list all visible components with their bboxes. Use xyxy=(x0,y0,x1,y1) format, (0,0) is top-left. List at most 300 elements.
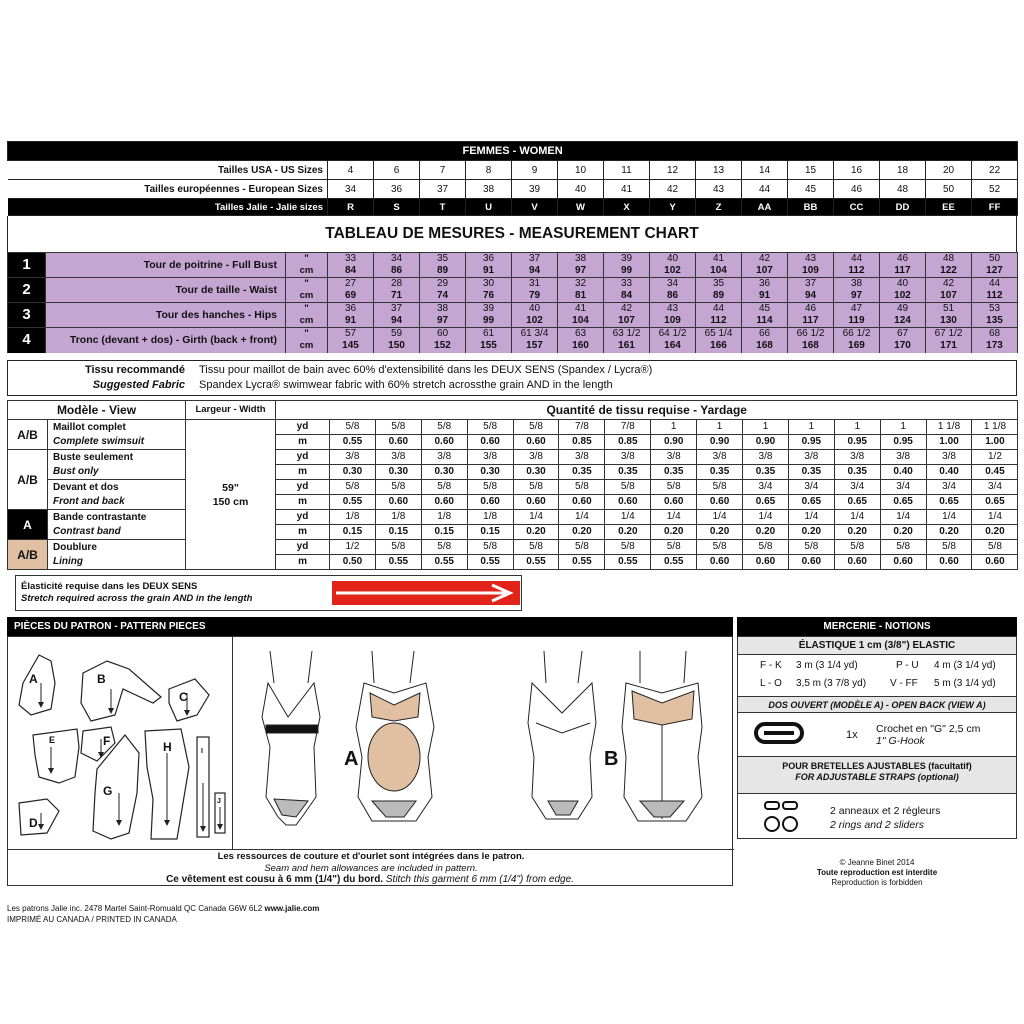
size-cell: 46 xyxy=(834,180,880,199)
unit-inch: " xyxy=(286,328,328,341)
model-header: Modèle - View xyxy=(8,401,186,420)
yardage-cell: 1 xyxy=(788,420,834,435)
measurement-cell: 112 xyxy=(696,315,742,328)
size-cell: W xyxy=(558,199,604,216)
size-cell: DD xyxy=(880,199,926,216)
yardage-cell: 3/8 xyxy=(330,450,376,465)
size-cell: 39 xyxy=(512,180,558,199)
size-cell: 10 xyxy=(558,161,604,180)
measurement-cell: 124 xyxy=(880,315,926,328)
measurement-cell: 41 xyxy=(696,253,742,266)
yardage-cell: 1 1/8 xyxy=(972,420,1018,435)
yardage-cell: 0.60 xyxy=(834,555,880,570)
model-name xyxy=(48,510,186,540)
measurement-cell: 63 1/2 xyxy=(604,328,650,341)
measurement-cell: 155 xyxy=(466,340,512,353)
yardage-cell: 5/8 xyxy=(972,540,1018,555)
stretch-note xyxy=(15,575,522,611)
measurement-cell: 64 1/2 xyxy=(650,328,696,341)
yardage-cell: 1/2 xyxy=(330,540,376,555)
measurement-cell: 59 xyxy=(374,328,420,341)
measurement-cell: 40 xyxy=(512,303,558,316)
size-table xyxy=(7,141,1018,216)
yardage-cell: 0.20 xyxy=(605,525,651,540)
yardage-cell: 5/8 xyxy=(467,480,513,495)
measurement-cell: 79 xyxy=(512,290,558,303)
fabric-width-cm: 150 cm xyxy=(212,495,249,508)
measurement-cell: 36 xyxy=(466,253,512,266)
piece-label: I xyxy=(201,748,203,755)
unit-m: m xyxy=(276,435,330,450)
unit-yd: yd xyxy=(276,450,330,465)
size-cell: 7 xyxy=(420,161,466,180)
measurement-cell: 84 xyxy=(604,290,650,303)
yardage-cell: 3/8 xyxy=(375,450,421,465)
yardage-cell: 1.00 xyxy=(926,435,972,450)
size-cell: 45 xyxy=(788,180,834,199)
measurement-cell: 107 xyxy=(604,315,650,328)
yardage-cell: 5/8 xyxy=(330,480,376,495)
size-cell: 12 xyxy=(650,161,696,180)
piece-label: D xyxy=(29,816,38,830)
yardage-cell: 3/8 xyxy=(467,450,513,465)
yardage-cell: 0.65 xyxy=(743,495,789,510)
women-header: FEMMES - WOMEN xyxy=(8,142,1018,161)
measurement-cell: 99 xyxy=(466,315,512,328)
eu-size-row xyxy=(8,180,1018,199)
yardage-cell: 0.60 xyxy=(467,435,513,450)
measurement-number: 2 xyxy=(8,278,46,303)
measurement-table xyxy=(7,252,1018,353)
yardage-cell: 0.35 xyxy=(651,465,697,480)
measurement-cell: 71 xyxy=(374,290,420,303)
yardage-cell: 0.20 xyxy=(880,525,926,540)
measurement-cell: 145 xyxy=(328,340,374,353)
yardage-cell: 5/8 xyxy=(651,540,697,555)
yardage-cell: 0.30 xyxy=(513,465,559,480)
yardage-cell: 1/4 xyxy=(559,510,605,525)
piece-label: C xyxy=(179,690,188,704)
piece-c xyxy=(169,679,209,721)
yardage-cell: 0.20 xyxy=(972,525,1018,540)
yardage-cell: 0.60 xyxy=(467,495,513,510)
open-back-title: DOS OUVERT (MODÈLE A) - OPEN BACK (VIEW A) xyxy=(738,696,1016,713)
size-cell: 9 xyxy=(512,161,558,180)
measurement-cell: 44 xyxy=(834,253,880,266)
yardage-cell: 0.60 xyxy=(605,495,651,510)
measurement-cell: 44 xyxy=(696,303,742,316)
sewn-note-fr: Ce vêtement est cousu à 6 mm (1/4") du bord. xyxy=(166,874,384,885)
measurement-number: 4 xyxy=(8,328,46,353)
yardage-cell: 5/8 xyxy=(330,420,376,435)
size-cell: AA xyxy=(742,199,788,216)
measurement-cell: 117 xyxy=(788,315,834,328)
yardage-cell: 0.85 xyxy=(605,435,651,450)
fabric-text-en: Spandex Lycra® swimwear fabric with 60% stretch acrossthe grain AND in the length xyxy=(199,379,613,391)
size-cell: 34 xyxy=(328,180,374,199)
size-cell: 11 xyxy=(604,161,650,180)
size-cell: 6 xyxy=(374,161,420,180)
yardage-cell: 5/8 xyxy=(375,540,421,555)
rings-en: 2 rings and 2 sliders xyxy=(830,819,924,831)
measurement-cell: 112 xyxy=(972,290,1018,303)
size-cell: 50 xyxy=(926,180,972,199)
piece-label: G xyxy=(103,784,113,798)
elastic-size: F - K xyxy=(760,660,782,671)
measurement-cell: 32 xyxy=(558,278,604,291)
view-a-illustration xyxy=(248,647,468,847)
measurement-row-in xyxy=(8,328,1018,341)
view-code: A/B xyxy=(8,420,48,450)
yardage-cell: 0.60 xyxy=(697,555,743,570)
measurement-number: 1 xyxy=(8,253,46,278)
measurement-cell: 119 xyxy=(834,315,880,328)
measurement-cell: 34 xyxy=(650,278,696,291)
yardage-cell: 5/8 xyxy=(421,540,467,555)
copyright: © Jeanne Binet 2014 xyxy=(839,858,915,867)
jalie-size-row xyxy=(8,199,1018,216)
measurement-label: Tour de taille - Waist xyxy=(46,278,286,303)
measurement-cell: 74 xyxy=(420,290,466,303)
yardage-cell: 0.65 xyxy=(834,495,880,510)
model-name-en: Complete swimsuit xyxy=(53,435,145,447)
yardage-cell: 0.15 xyxy=(375,525,421,540)
yardage-cell: 0.60 xyxy=(743,555,789,570)
yardage-cell: 0.30 xyxy=(330,465,376,480)
measurement-cell: 44 xyxy=(972,278,1018,291)
yardage-cell: 5/8 xyxy=(375,420,421,435)
yardage-cell: 0.20 xyxy=(559,525,605,540)
sewn-note-en: Stitch this garment 6 mm (1/4") from edge. xyxy=(385,874,574,885)
yardage-cell: 1/4 xyxy=(972,510,1018,525)
model-name-fr: Doublure xyxy=(53,541,97,553)
size-cell: Z xyxy=(696,199,742,216)
yardage-cell: 5/8 xyxy=(834,540,880,555)
piece-g xyxy=(93,735,139,839)
yardage-cell: 0.65 xyxy=(972,495,1018,510)
contrast-band xyxy=(266,725,318,733)
unit-inch: " xyxy=(286,253,328,266)
yardage-cell: 0.15 xyxy=(330,525,376,540)
measurement-cell: 107 xyxy=(926,290,972,303)
yardage-cell: 3/4 xyxy=(972,480,1018,495)
yardage-cell: 0.60 xyxy=(788,555,834,570)
yardage-cell: 0.95 xyxy=(880,435,926,450)
yardage-cell: 5/8 xyxy=(880,540,926,555)
yardage-cell: 3/8 xyxy=(605,450,651,465)
unit-cm: cm xyxy=(286,290,328,303)
yardage-cell: 0.15 xyxy=(421,525,467,540)
measurement-cell: 40 xyxy=(650,253,696,266)
measurement-cell: 36 xyxy=(328,303,374,316)
measurement-cell: 35 xyxy=(696,278,742,291)
eu-size-label: Tailles européennes - European Sizes xyxy=(8,180,328,199)
yardage-cell: 0.20 xyxy=(697,525,743,540)
yardage-cell: 0.20 xyxy=(926,525,972,540)
notions-section xyxy=(737,617,1017,841)
size-cell: Y xyxy=(650,199,696,216)
straps-title-fr: POUR BRETELLES AJUSTABLES (facultatif) xyxy=(782,761,972,771)
fabric-text-fr: Tissu pour maillot de bain avec 60% d'extensibilité dans les DEUX SENS (Spandex / Lycra®) xyxy=(199,364,653,376)
model-name xyxy=(48,420,186,450)
footer-address: Les patrons Jalie inc. 2478 Martel Saint-Romuald QC Canada G6W 6L2 xyxy=(7,904,263,913)
yardage-cell: 1/4 xyxy=(880,510,926,525)
model-name-fr: Buste seulement xyxy=(53,451,134,463)
yardage-cell: 5/8 xyxy=(697,480,743,495)
stretch-note-fr: Élasticité requise dans les DEUX SENS xyxy=(21,581,198,592)
measurement-cell: 49 xyxy=(880,303,926,316)
measurement-cell: 37 xyxy=(512,253,558,266)
pattern-pieces-section xyxy=(7,617,733,890)
size-cell: 22 xyxy=(972,161,1018,180)
measurement-cell: 166 xyxy=(696,340,742,353)
pattern-pieces-header: PIÈCES DU PATRON - PATTERN PIECES xyxy=(7,617,733,636)
yardage-cell: 0.95 xyxy=(834,435,880,450)
unit-inch: " xyxy=(286,303,328,316)
yardage-cell: 5/8 xyxy=(559,540,605,555)
measurement-cell: 42 xyxy=(742,253,788,266)
yardage-cell: 0.60 xyxy=(926,555,972,570)
yardage-cell: 5/8 xyxy=(743,540,789,555)
size-cell: 38 xyxy=(466,180,512,199)
measurement-cell: 91 xyxy=(742,290,788,303)
yardage-cell: 0.15 xyxy=(467,525,513,540)
measurement-cell: 66 1/2 xyxy=(788,328,834,341)
yardage-cell: 0.90 xyxy=(697,435,743,450)
measurement-cell: 97 xyxy=(420,315,466,328)
yardage-cell: 5/8 xyxy=(926,540,972,555)
yardage-cell: 1 1/8 xyxy=(926,420,972,435)
footer-website[interactable]: www.jalie.com xyxy=(264,904,320,913)
measurement-cell: 168 xyxy=(788,340,834,353)
yardage-table xyxy=(7,400,1018,570)
model-name-en: Front and back xyxy=(53,495,125,507)
yardage-cell: 1/4 xyxy=(743,510,789,525)
suggested-fabric-box xyxy=(7,360,1017,396)
size-cell: 16 xyxy=(834,161,880,180)
size-cell: 43 xyxy=(696,180,742,199)
measurement-cell: 28 xyxy=(374,278,420,291)
yardage-cell: 0.55 xyxy=(421,555,467,570)
size-cell: X xyxy=(604,199,650,216)
yardage-row-yd xyxy=(8,540,1018,555)
measurement-cell: 42 xyxy=(604,303,650,316)
piece-label: H xyxy=(163,740,172,754)
measurement-cell: 43 xyxy=(788,253,834,266)
unit-m: m xyxy=(276,555,330,570)
size-cell: 15 xyxy=(788,161,834,180)
unit-cm: cm xyxy=(286,265,328,278)
piece-d xyxy=(19,799,59,835)
yardage-cell: 0.55 xyxy=(513,555,559,570)
yardage-cell: 0.55 xyxy=(375,555,421,570)
yardage-cell: 5/8 xyxy=(467,420,513,435)
yardage-cell: 0.60 xyxy=(559,495,605,510)
elastic-title: ÉLASTIQUE 1 cm (3/8") ELASTIC xyxy=(738,637,1016,655)
size-cell: 48 xyxy=(880,180,926,199)
yardage-cell: 3/4 xyxy=(788,480,834,495)
measurement-cell: 94 xyxy=(788,290,834,303)
view-b-illustration xyxy=(508,647,723,847)
elastic-qty: 3,5 m (3 7/8 yd) xyxy=(796,678,867,689)
yardage-cell: 1/8 xyxy=(467,510,513,525)
measurement-cell: 84 xyxy=(328,265,374,278)
yardage-cell: 1/4 xyxy=(605,510,651,525)
measurement-cell: 37 xyxy=(374,303,420,316)
yardage-cell: 0.60 xyxy=(421,495,467,510)
allowance-note-fr: Les ressources de couture et d'ourlet sont intégrées dans le patron. xyxy=(217,851,525,862)
yardage-cell: 5/8 xyxy=(421,420,467,435)
model-name-fr: Bande contrastante xyxy=(53,511,147,523)
measurement-cell: 81 xyxy=(558,290,604,303)
model-name-en: Bust only xyxy=(53,465,99,477)
elastic-size: V - FF xyxy=(890,678,918,689)
unit-yd: yd xyxy=(276,540,330,555)
yardage-cell: 0.60 xyxy=(421,435,467,450)
yardage-cell: 5/8 xyxy=(605,540,651,555)
measurement-cell: 97 xyxy=(834,290,880,303)
yardage-cell: 5/8 xyxy=(513,420,559,435)
yardage-cell: 1 xyxy=(743,420,789,435)
size-cell: 8 xyxy=(466,161,512,180)
yardage-cell: 1/8 xyxy=(375,510,421,525)
measurement-cell: 61 3/4 xyxy=(512,328,558,341)
reproduction-en: Reproduction is forbidden xyxy=(831,878,923,887)
measurement-cell: 161 xyxy=(604,340,650,353)
yardage-cell: 0.35 xyxy=(743,465,789,480)
yardage-cell: 0.30 xyxy=(467,465,513,480)
unit-yd: yd xyxy=(276,420,330,435)
size-cell: 20 xyxy=(926,161,972,180)
yardage-cell: 1/8 xyxy=(330,510,376,525)
yardage-cell: 5/8 xyxy=(513,480,559,495)
yardage-cell: 1/4 xyxy=(834,510,880,525)
yardage-cell: 3/4 xyxy=(926,480,972,495)
unit-cm: cm xyxy=(286,340,328,353)
unit-m: m xyxy=(276,495,330,510)
model-name-en: Contrast band xyxy=(53,525,121,537)
yardage-cell: 1 xyxy=(651,420,697,435)
measurement-cell: 68 xyxy=(972,328,1018,341)
width-header: Largeur - Width xyxy=(186,401,276,420)
yardage-cell: 3/8 xyxy=(834,450,880,465)
rings-sliders-icon xyxy=(762,799,802,835)
fabric-width xyxy=(186,420,276,570)
measurement-cell: 53 xyxy=(972,303,1018,316)
model-name xyxy=(48,450,186,480)
measurement-cell: 31 xyxy=(512,278,558,291)
measurement-cell: 38 xyxy=(834,278,880,291)
yardage-cell: 0.20 xyxy=(834,525,880,540)
measurement-cell: 170 xyxy=(880,340,926,353)
yardage-cell: 0.35 xyxy=(788,465,834,480)
measurement-cell: 67 1/2 xyxy=(926,328,972,341)
size-cell: 18 xyxy=(880,161,926,180)
measurement-cell: 69 xyxy=(328,290,374,303)
fabric-width-in: 59" xyxy=(222,481,239,494)
yardage-cell: 3/8 xyxy=(559,450,605,465)
yardage-cell: 5/8 xyxy=(421,480,467,495)
stretch-arrow-icon xyxy=(332,578,522,608)
yardage-cell: 0.35 xyxy=(697,465,743,480)
yardage-cell: 3/4 xyxy=(743,480,789,495)
piece-b xyxy=(81,661,161,721)
yardage-cell: 0.55 xyxy=(330,495,376,510)
yardage-cell: 5/8 xyxy=(467,540,513,555)
measurement-cell: 169 xyxy=(834,340,880,353)
straps-title-en: FOR ADJUSTABLE STRAPS (optional) xyxy=(795,772,959,782)
measurement-cell: 29 xyxy=(420,278,466,291)
elastic-qty: 5 m (3 1/4 yd) xyxy=(934,678,996,689)
measurement-cell: 36 xyxy=(742,278,788,291)
yardage-cell: 1/4 xyxy=(926,510,972,525)
unit-m: m xyxy=(276,525,330,540)
yardage-cell: 3/8 xyxy=(743,450,789,465)
size-cell: V xyxy=(512,199,558,216)
yardage-cell: 7/8 xyxy=(605,420,651,435)
yardage-cell: 5/8 xyxy=(513,540,559,555)
hook-en: 1" G-Hook xyxy=(876,735,925,747)
measurement-cell: 47 xyxy=(834,303,880,316)
yardage-cell: 5/8 xyxy=(788,540,834,555)
size-cell: BB xyxy=(788,199,834,216)
size-cell: 41 xyxy=(604,180,650,199)
yardage-cell: 0.60 xyxy=(375,495,421,510)
rings-fr: 2 anneaux et 2 régleurs xyxy=(830,805,941,817)
measurement-cell: 168 xyxy=(742,340,788,353)
yardage-cell: 0.60 xyxy=(880,555,926,570)
yardage-cell: 0.30 xyxy=(421,465,467,480)
g-hook-icon xyxy=(754,721,804,745)
measurement-cell: 104 xyxy=(558,315,604,328)
measurement-cell: 51 xyxy=(926,303,972,316)
view-code: A xyxy=(8,510,48,540)
measurement-cell: 33 xyxy=(604,278,650,291)
measurement-row-in xyxy=(8,253,1018,266)
yardage-cell: 0.50 xyxy=(330,555,376,570)
yardage-cell: 1/4 xyxy=(513,510,559,525)
yardage-row-yd xyxy=(8,480,1018,495)
unit-yd: yd xyxy=(276,510,330,525)
view-b-label: B xyxy=(604,748,619,770)
measurement-cell: 50 xyxy=(972,253,1018,266)
measurement-cell: 66 1/2 xyxy=(834,328,880,341)
yardage-cell: 0.40 xyxy=(880,465,926,480)
elastic-size: L - O xyxy=(760,678,782,689)
elastic-size: P - U xyxy=(896,660,919,671)
yardage-cell: 3/8 xyxy=(421,450,467,465)
yardage-cell: 0.35 xyxy=(834,465,880,480)
measurement-cell: 157 xyxy=(512,340,558,353)
measurement-cell: 102 xyxy=(880,290,926,303)
measurement-cell: 99 xyxy=(604,265,650,278)
measurement-cell: 112 xyxy=(834,265,880,278)
size-cell: R xyxy=(328,199,374,216)
piece-label: B xyxy=(97,672,106,686)
yardage-cell: 3/4 xyxy=(834,480,880,495)
yardage-cell: 1/4 xyxy=(788,510,834,525)
yardage-cell: 5/8 xyxy=(697,540,743,555)
measurement-cell: 48 xyxy=(926,253,972,266)
size-cell: 4 xyxy=(328,161,374,180)
measurement-cell: 35 xyxy=(420,253,466,266)
size-cell: 42 xyxy=(650,180,696,199)
measurement-cell: 30 xyxy=(466,278,512,291)
yardage-cell: 5/8 xyxy=(651,480,697,495)
elastic-qty: 3 m (3 1/4 yd) xyxy=(796,660,858,671)
size-cell: CC xyxy=(834,199,880,216)
yardage-cell: 0.90 xyxy=(651,435,697,450)
